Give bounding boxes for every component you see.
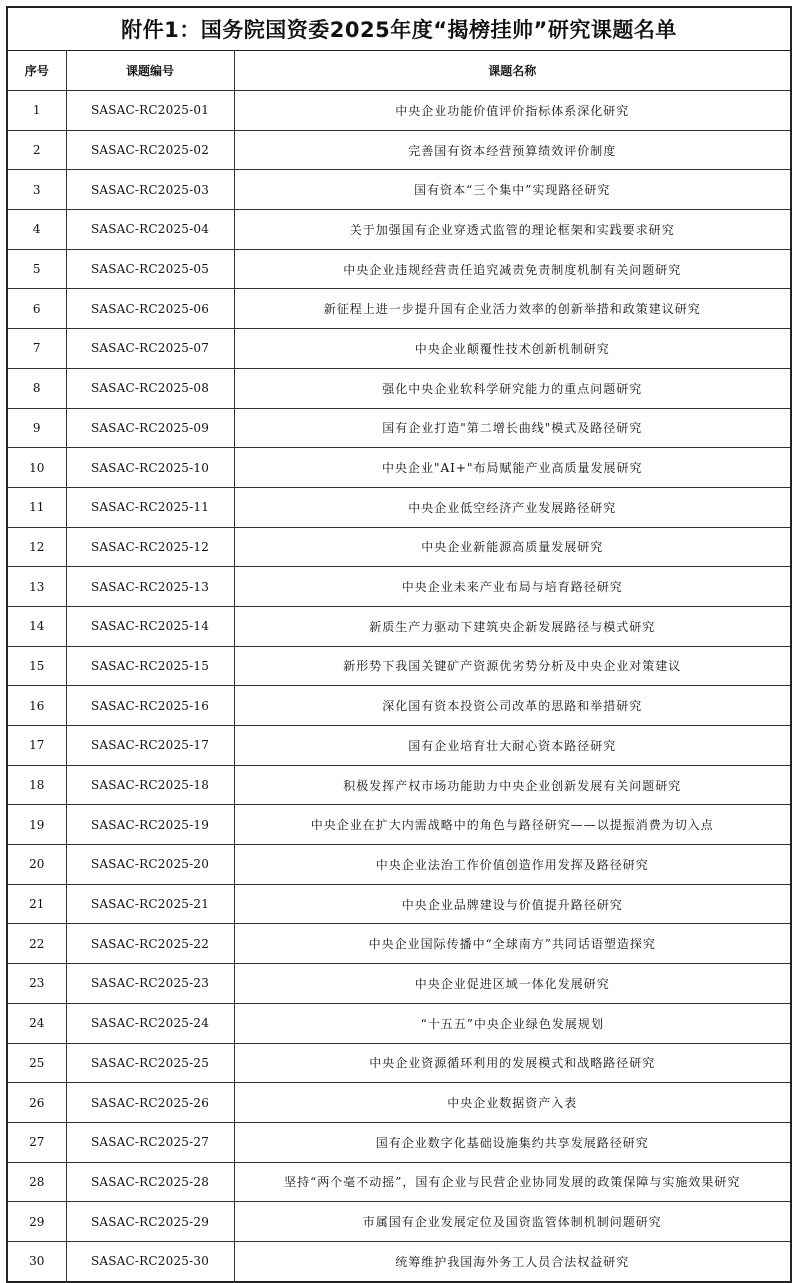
table-row xyxy=(8,527,790,567)
row-index-cell: 23 xyxy=(8,964,66,1004)
row-index-cell: 3 xyxy=(8,170,66,210)
table-row xyxy=(8,1122,790,1162)
row-name-cell: 中央企业违规经营责任追究减责免责制度机制有关问题研究 xyxy=(234,249,790,289)
row-name-cell: 中央企业数据资产入表 xyxy=(234,1083,790,1123)
row-code-cell: SASAC-RC2025-26 xyxy=(66,1083,234,1123)
row-code-cell: SASAC-RC2025-07 xyxy=(66,329,234,369)
row-name-cell: 国有企业数字化基础设施集约共享发展路径研究 xyxy=(234,1122,790,1162)
row-name-cell: 积极发挥产权市场功能助力中央企业创新发展有关问题研究 xyxy=(234,765,790,805)
row-code-cell: SASAC-RC2025-20 xyxy=(66,845,234,885)
table-row xyxy=(8,170,790,210)
row-name-cell: 中央企业功能价值评价指标体系深化研究 xyxy=(234,91,790,131)
topic-table xyxy=(8,51,790,1281)
table-row xyxy=(8,845,790,885)
row-index-cell: 7 xyxy=(8,329,66,369)
table-header-row xyxy=(8,51,790,91)
column-header-name: 课题名称 xyxy=(234,51,790,91)
row-index-cell: 6 xyxy=(8,289,66,329)
table-row xyxy=(8,130,790,170)
row-index-cell: 8 xyxy=(8,368,66,408)
table-row xyxy=(8,924,790,964)
row-code-cell: SASAC-RC2025-13 xyxy=(66,567,234,607)
row-index-cell: 26 xyxy=(8,1083,66,1123)
table-row xyxy=(8,646,790,686)
row-code-cell: SASAC-RC2025-19 xyxy=(66,805,234,845)
row-code-cell: SASAC-RC2025-01 xyxy=(66,91,234,131)
row-name-cell: 中央企业颠覆性技术创新机制研究 xyxy=(234,329,790,369)
table-row xyxy=(8,1241,790,1280)
row-name-cell: 坚持“两个毫不动摇”，国有企业与民营企业协同发展的政策保障与实施效果研究 xyxy=(234,1162,790,1202)
row-code-cell: SASAC-RC2025-30 xyxy=(66,1241,234,1280)
row-code-cell: SASAC-RC2025-23 xyxy=(66,964,234,1004)
row-index-cell: 22 xyxy=(8,924,66,964)
table-row xyxy=(8,686,790,726)
row-code-cell: SASAC-RC2025-24 xyxy=(66,1003,234,1043)
row-name-cell: 完善国有资本经营预算绩效评价制度 xyxy=(234,130,790,170)
row-name-cell: 中央企业品牌建设与价值提升路径研究 xyxy=(234,884,790,924)
row-name-cell: 中央企业资源循环利用的发展模式和战略路径研究 xyxy=(234,1043,790,1083)
row-code-cell: SASAC-RC2025-22 xyxy=(66,924,234,964)
table-row xyxy=(8,487,790,527)
table-row xyxy=(8,1202,790,1242)
row-name-cell: 国有企业打造"第二增长曲线"模式及路径研究 xyxy=(234,408,790,448)
row-index-cell: 14 xyxy=(8,606,66,646)
row-code-cell: SASAC-RC2025-05 xyxy=(66,249,234,289)
row-code-cell: SASAC-RC2025-06 xyxy=(66,289,234,329)
row-name-cell: 新质生产力驱动下建筑央企新发展路径与模式研究 xyxy=(234,606,790,646)
table-row xyxy=(8,289,790,329)
row-index-cell: 11 xyxy=(8,487,66,527)
row-name-cell: 统筹维护我国海外务工人员合法权益研究 xyxy=(395,1254,630,1269)
row-code-cell: SASAC-RC2025-12 xyxy=(66,527,234,567)
row-index-cell: 29 xyxy=(8,1202,66,1242)
row-name-cell: 中央企业"AI+"布局赋能产业高质量发展研究 xyxy=(234,448,790,488)
row-code-cell: SASAC-RC2025-02 xyxy=(66,130,234,170)
row-index-cell: 24 xyxy=(8,1003,66,1043)
row-index-cell: 19 xyxy=(8,805,66,845)
row-index-cell: 10 xyxy=(8,448,66,488)
row-code-cell: SASAC-RC2025-16 xyxy=(66,686,234,726)
row-name-cell: 中央企业低空经济产业发展路径研究 xyxy=(234,487,790,527)
table-row xyxy=(8,964,790,1004)
row-name-cell: 新征程上进一步提升国有企业活力效率的创新举措和政策建议研究 xyxy=(234,289,790,329)
table-row xyxy=(8,1162,790,1202)
row-index-cell: 12 xyxy=(8,527,66,567)
row-name-cell: 深化国有资本投资公司改革的思路和举措研究 xyxy=(234,686,790,726)
row-name-cell: 中央企业国际传播中“全球南方”共同话语塑造探究 xyxy=(234,924,790,964)
table-row xyxy=(8,1003,790,1043)
row-code-cell: SASAC-RC2025-17 xyxy=(66,726,234,766)
row-index-cell: 18 xyxy=(8,765,66,805)
row-name-cell: 国有资本“三个集中”实现路径研究 xyxy=(234,170,790,210)
row-index-cell: 17 xyxy=(8,726,66,766)
table-row xyxy=(8,408,790,448)
row-index-cell: 15 xyxy=(8,646,66,686)
row-code-cell: SASAC-RC2025-28 xyxy=(66,1162,234,1202)
row-index-cell: 28 xyxy=(8,1162,66,1202)
row-code-cell: SASAC-RC2025-15 xyxy=(66,646,234,686)
row-index-cell: 5 xyxy=(8,249,66,289)
table-row xyxy=(8,765,790,805)
row-index-cell: 2 xyxy=(8,130,66,170)
column-header-index: 序号 xyxy=(8,51,66,91)
table-row xyxy=(8,448,790,488)
row-index-cell: 4 xyxy=(8,210,66,250)
row-name-cell: 中央企业促进区域一体化发展研究 xyxy=(234,964,790,1004)
row-name-cell: 中央企业法治工作价值创造作用发挥及路径研究 xyxy=(234,845,790,885)
row-code-cell: SASAC-RC2025-11 xyxy=(66,487,234,527)
table-row xyxy=(8,567,790,607)
table-body xyxy=(8,91,790,1281)
row-index-cell: 1 xyxy=(8,91,66,131)
row-index-cell: 13 xyxy=(8,567,66,607)
table-row xyxy=(8,210,790,250)
row-code-cell: SASAC-RC2025-10 xyxy=(66,448,234,488)
row-name-cell: 中央企业未来产业布局与培育路径研究 xyxy=(234,567,790,607)
table-row xyxy=(8,606,790,646)
row-name-cell: 市属国有企业发展定位及国资监管体制机制问题研究 xyxy=(234,1202,790,1242)
table-row xyxy=(8,1083,790,1123)
row-name-cell: 强化中央企业软科学研究能力的重点问题研究 xyxy=(234,368,790,408)
row-name-cell: 国有企业培育壮大耐心资本路径研究 xyxy=(234,726,790,766)
row-name-cell: 中央企业新能源高质量发展研究 xyxy=(234,527,790,567)
row-code-cell: SASAC-RC2025-14 xyxy=(66,606,234,646)
row-name-cell: “十五五”中央企业绿色发展规划 xyxy=(234,1003,790,1043)
table-row xyxy=(8,329,790,369)
row-code-cell: SASAC-RC2025-18 xyxy=(66,765,234,805)
row-code-cell: SASAC-RC2025-09 xyxy=(66,408,234,448)
row-index-cell: 27 xyxy=(8,1122,66,1162)
row-index-cell: 30 xyxy=(8,1241,66,1280)
row-code-cell: SASAC-RC2025-03 xyxy=(66,170,234,210)
document-sheet xyxy=(6,6,792,1283)
row-name-cell: 关于加强国有企业穿透式监管的理论框架和实践要求研究 xyxy=(234,210,790,250)
row-index-cell: 9 xyxy=(8,408,66,448)
row-index-cell: 25 xyxy=(8,1043,66,1083)
table-row xyxy=(8,884,790,924)
row-name-cell: 中央企业在扩大内需战略中的角色与路径研究——以提振消费为切入点 xyxy=(234,805,790,845)
row-code-cell: SASAC-RC2025-08 xyxy=(66,368,234,408)
row-code-cell: SASAC-RC2025-21 xyxy=(66,884,234,924)
row-code-cell: SASAC-RC2025-04 xyxy=(66,210,234,250)
row-index-cell: 20 xyxy=(8,845,66,885)
table-row xyxy=(8,368,790,408)
table-row xyxy=(8,1043,790,1083)
table-row xyxy=(8,726,790,766)
row-code-cell: SASAC-RC2025-29 xyxy=(66,1202,234,1242)
row-index-cell: 16 xyxy=(8,686,66,726)
table-row xyxy=(8,91,790,131)
row-code-cell: SASAC-RC2025-25 xyxy=(66,1043,234,1083)
table-row xyxy=(8,805,790,845)
row-index-cell: 21 xyxy=(8,884,66,924)
row-name-cell: 新形势下我国关键矿产资源优劣势分析及中央企业对策建议 xyxy=(234,646,790,686)
column-header-code: 课题编号 xyxy=(66,51,234,91)
document-title: 附件1：国务院国资委2025年度“揭榜挂帅”研究课题名单 xyxy=(8,8,790,51)
row-code-cell: SASAC-RC2025-27 xyxy=(66,1122,234,1162)
table-row xyxy=(8,249,790,289)
